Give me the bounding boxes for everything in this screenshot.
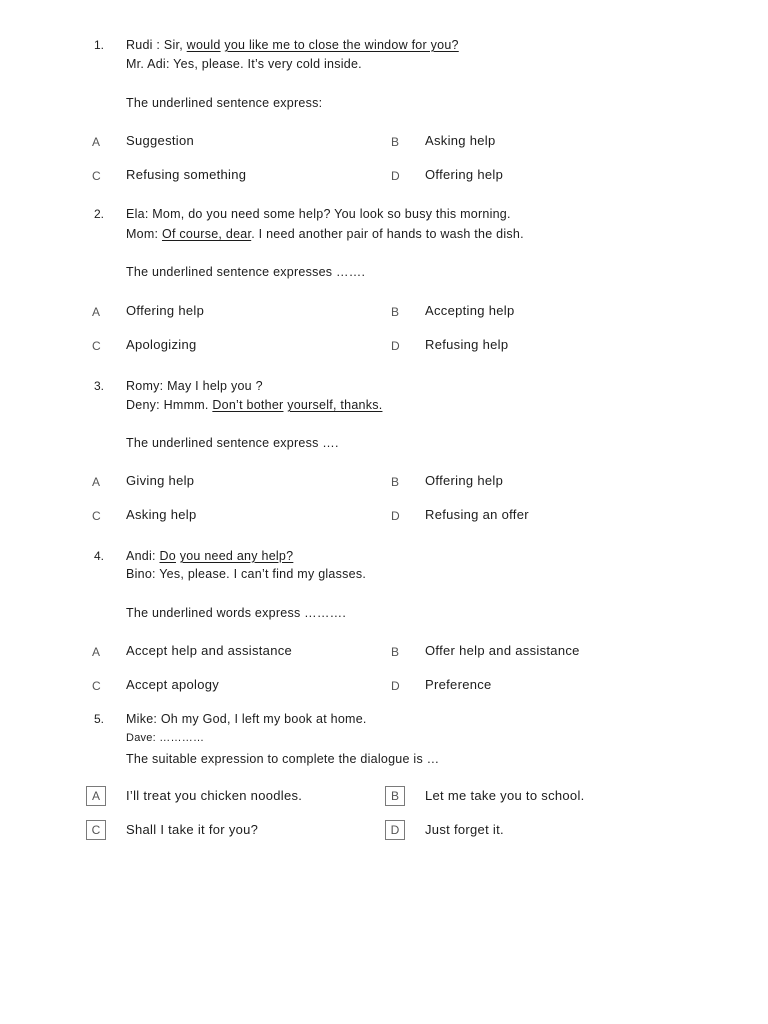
option-letter: B [391, 305, 400, 319]
option-text: Accept help and assistance [126, 643, 293, 658]
dialogue-text: Romy: May I help you ? [126, 379, 263, 393]
dialogue-line [126, 566, 366, 582]
option-letter: B [391, 475, 400, 489]
option-text: Just forget it. [425, 822, 504, 837]
option-text: Let me take you to school. [425, 788, 585, 803]
option-letter: B [391, 135, 400, 149]
underlined-text: Of course, dear [161, 227, 252, 241]
option-letter: D [391, 169, 400, 183]
option-text: Offering help [126, 303, 205, 318]
underlined-text: Don’t bother [212, 398, 284, 412]
dialogue-line [126, 226, 524, 242]
option-letter: A [92, 305, 101, 319]
dialogue-line [126, 378, 263, 394]
question-prompt: The underlined sentence express …. [126, 436, 339, 450]
option-text: Asking help [425, 133, 496, 148]
dialogue-text: Dave: ………… [126, 732, 205, 744]
option-letter: C [92, 169, 101, 183]
dialogue-line [126, 397, 382, 413]
option-text: Preference [425, 677, 492, 692]
underlined-text: you like me to close the window for you? [224, 38, 459, 52]
option-text: Accept apology [126, 677, 220, 692]
underlined-text: yourself, thanks. [287, 398, 383, 412]
option-letter-box: A [86, 786, 106, 806]
dialogue-line [126, 37, 459, 53]
option-text: Apologizing [126, 337, 197, 352]
option-letter: C [92, 509, 101, 523]
dialogue-text: Ela: Mom, do you need some help? You look so busy this morning. [126, 207, 511, 221]
option-letter-box: C [86, 820, 106, 840]
underlined-text: Do [159, 549, 176, 563]
option-text: I’ll treat you chicken noodles. [126, 788, 303, 803]
dialogue-text: Deny: Hmmm. [126, 398, 209, 412]
option-text: Offer help and assistance [425, 643, 580, 658]
dialogue-line [126, 548, 293, 564]
question-number: 4. [94, 549, 105, 563]
dialogue-text: Rudi : Sir, [126, 38, 183, 52]
option-letter-box: B [385, 786, 405, 806]
option-letter: C [92, 679, 101, 693]
dialogue-text: . I need another pair of hands to wash the dish. [251, 227, 524, 241]
question-number: 5. [94, 712, 105, 726]
dialogue-text: Mom: [126, 227, 159, 241]
question-number: 2. [94, 207, 105, 221]
question-number: 1. [94, 38, 105, 52]
option-text: Offering help [425, 167, 504, 182]
dialogue-line [126, 731, 204, 745]
option-letter: C [92, 339, 101, 353]
option-text: Accepting help [425, 303, 515, 318]
option-text: Refusing something [126, 167, 247, 182]
option-letter: A [92, 475, 101, 489]
question-prompt: The underlined words express ………. [126, 606, 347, 620]
question-prompt: The underlined sentence expresses ……. [126, 265, 366, 279]
option-text: Giving help [126, 473, 195, 488]
option-text: Asking help [126, 507, 197, 522]
option-letter: A [92, 135, 101, 149]
dialogue-line [126, 711, 367, 727]
option-letter: D [391, 339, 400, 353]
question-prompt: The suitable expression to complete the dialogue is … [126, 752, 440, 766]
option-text: Refusing help [425, 337, 509, 352]
option-text: Refusing an offer [425, 507, 529, 522]
question-prompt: The underlined sentence express: [126, 96, 323, 110]
dialogue-text: Bino: Yes, please. I can’t find my glasses. [126, 567, 367, 581]
option-text: Offering help [425, 473, 504, 488]
option-letter-box: D [385, 820, 405, 840]
dialogue-text: Mr. Adi: Yes, please. It’s very cold inside. [126, 57, 362, 71]
option-text: Shall I take it for you? [126, 822, 259, 837]
option-letter: D [391, 509, 400, 523]
dialogue-text: Andi: [126, 549, 156, 563]
option-letter: A [92, 645, 101, 659]
dialogue-line [126, 56, 362, 72]
underlined-text: would [186, 38, 221, 52]
question-number: 3. [94, 379, 105, 393]
underlined-text: you need any help? [179, 549, 294, 563]
dialogue-line [126, 206, 511, 222]
option-text: Suggestion [126, 133, 195, 148]
dialogue-text: Mike: Oh my God, I left my book at home. [126, 712, 367, 726]
option-letter: B [391, 645, 400, 659]
option-letter: D [391, 679, 400, 693]
